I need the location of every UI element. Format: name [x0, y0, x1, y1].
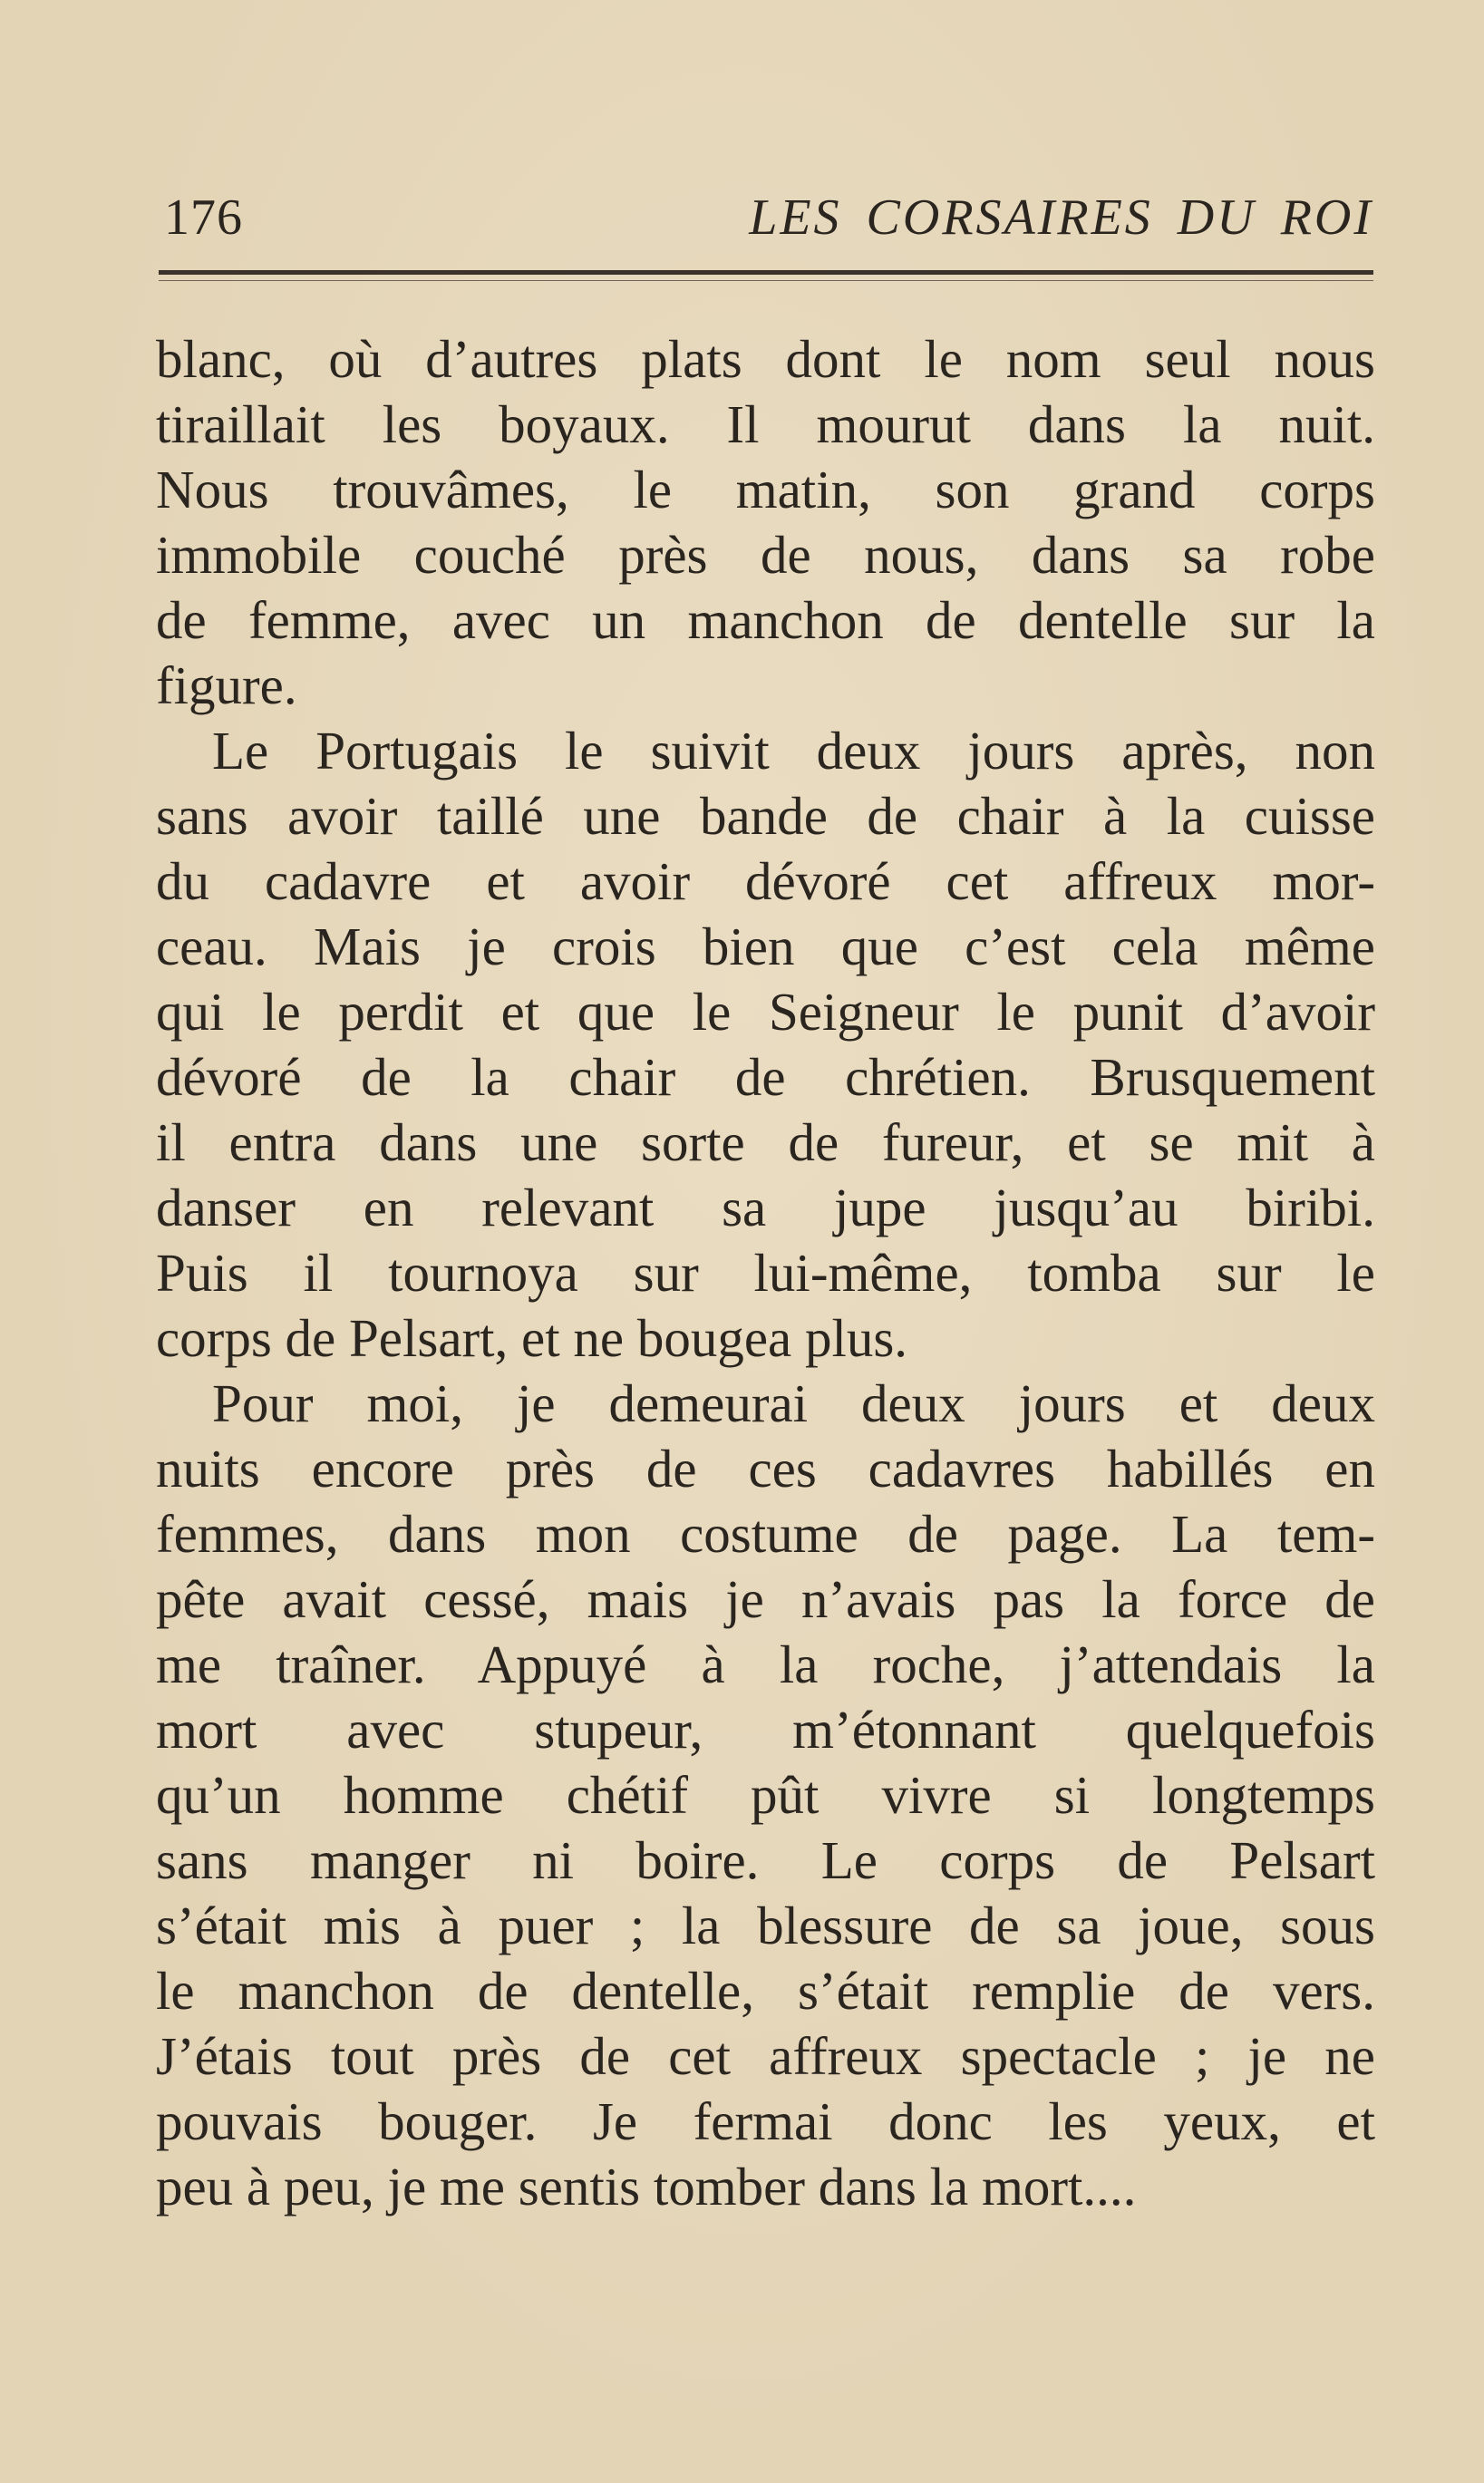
page-header	[159, 181, 1373, 254]
text-line: il entra dans une sorte de fureur, et se mit à	[156, 1112, 1375, 1172]
text-line: Pour moi, je demeurai deux jours et deux	[212, 1373, 1375, 1433]
text-line: nuits encore près de ces cadavres habillés en	[156, 1439, 1375, 1499]
text-line: corps de Pelsart, et ne bougea plus.	[156, 1308, 908, 1368]
text-line: femmes, dans mon costume de page. La tem-	[156, 1504, 1375, 1564]
header-rule-thin	[159, 280, 1373, 281]
header-rule	[159, 270, 1373, 275]
text-line: mort avec stupeur, m’étonnant quelquefois	[156, 1700, 1375, 1760]
page-number: 176	[164, 189, 243, 246]
text-line: peu à peu, je me sentis tomber dans la mort....	[156, 2157, 1137, 2216]
text-line: Le Portugais le suivit deux jours après, non	[212, 721, 1375, 781]
text-line: sans manger ni boire. Le corps de Pelsart	[156, 1830, 1375, 1890]
text-line: J’étais tout près de cet affreux spectacle ; je ne	[156, 2026, 1375, 2086]
text-line: du cadavre et avoir dévoré cet affreux mor-	[156, 851, 1375, 911]
body-text	[156, 326, 1375, 2219]
text-line: qui le perdit et que le Seigneur le punit d’avoir	[156, 982, 1375, 1042]
text-line: tiraillait les boyaux. Il mourut dans la nuit.	[156, 394, 1375, 454]
text-line: figure.	[156, 655, 297, 715]
text-line: pouvais bouger. Je fermai donc les yeux, et	[156, 2091, 1375, 2151]
text-line: Nous trouvâmes, le matin, son grand corps	[156, 460, 1375, 519]
text-line: me traîner. Appuyé à la roche, j’attendais la	[156, 1634, 1375, 1694]
running-title: LES CORSAIRES DU ROI	[749, 189, 1373, 246]
text-line: qu’un homme chétif pût vivre si longtemps	[156, 1765, 1375, 1825]
text-line: danser en relevant sa jupe jusqu’au biribi.	[156, 1178, 1375, 1237]
text-line: pête avait cessé, mais je n’avais pas la force de	[156, 1569, 1375, 1629]
text-line: sans avoir taillé une bande de chair à la cuisse	[156, 786, 1375, 846]
text-line: ceau. Mais je crois bien que c’est cela même	[156, 917, 1375, 976]
text-line: immobile couché près de nous, dans sa robe	[156, 525, 1375, 585]
text-line: dévoré de la chair de chrétien. Brusquement	[156, 1047, 1375, 1107]
text-line: s’était mis à puer ; la blessure de sa joue, sous	[156, 1896, 1375, 1955]
text-line: le manchon de dentelle, s’était remplie de vers.	[156, 1961, 1375, 2021]
text-line: Puis il tournoya sur lui-même, tomba sur le	[156, 1243, 1375, 1303]
text-line: blanc, où d’autres plats dont le nom seul nous	[156, 329, 1375, 389]
text-line: de femme, avec un manchon de dentelle sur la	[156, 590, 1375, 650]
